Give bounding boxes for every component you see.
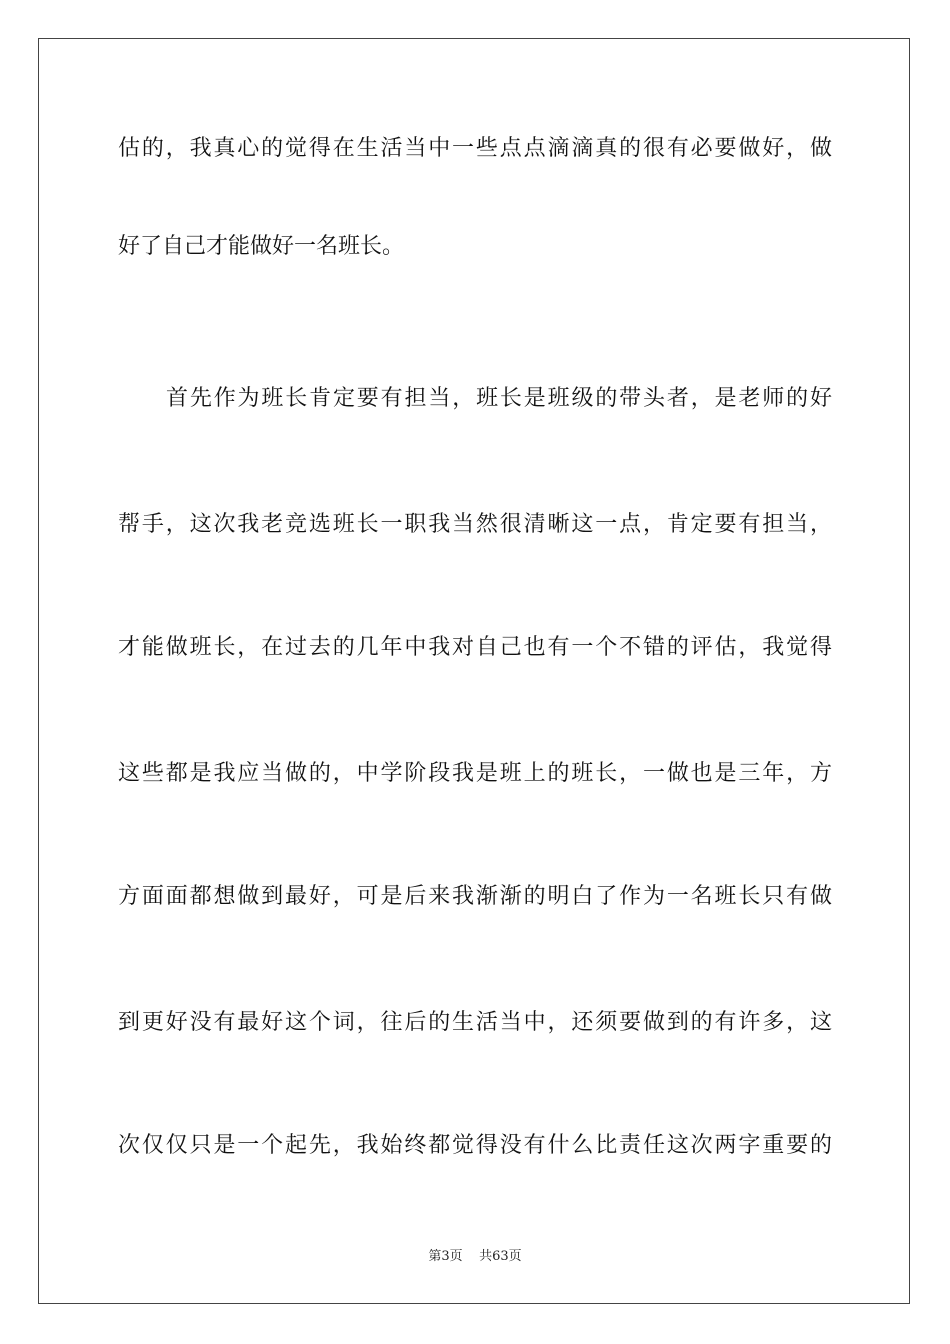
paragraph-line-7: 次仅仅只是一个起先，我始终都觉得没有什么比责任这次两字重要的 [118, 1133, 832, 1158]
paragraph-line-6: 到更好没有最好这个词，往后的生活当中，还须要做到的有许多，这 [118, 1010, 832, 1035]
paragraph-line-2: 帮手，这次我老竞选班长一职我当然很清晰这一点，肯定要有担当， [118, 512, 832, 537]
total-page-count: 共63页 [479, 1249, 522, 1264]
body-line-1: 估的，我真心的觉得在生活当中一些点点滴滴真的很有必要做好，做 [118, 136, 832, 161]
page-border [38, 38, 910, 1304]
paragraph-line-4: 这些都是我应当做的，中学阶段我是班上的班长，一做也是三年，方 [118, 761, 832, 786]
paragraph-line-5: 方面面都想做到最好，可是后来我渐渐的明白了作为一名班长只有做 [118, 884, 832, 909]
paragraph-line-3: 才能做班长，在过去的几年中我对自己也有一个不错的评估，我觉得 [118, 635, 832, 660]
page-footer [0, 1248, 950, 1266]
paragraph-line-1: 首先作为班长肯定要有担当，班长是班级的带头者，是老师的好 [166, 386, 832, 411]
current-page-number: 第3页 [428, 1249, 463, 1264]
body-line-2: 好了自己才能做好一名班长。 [118, 234, 405, 259]
